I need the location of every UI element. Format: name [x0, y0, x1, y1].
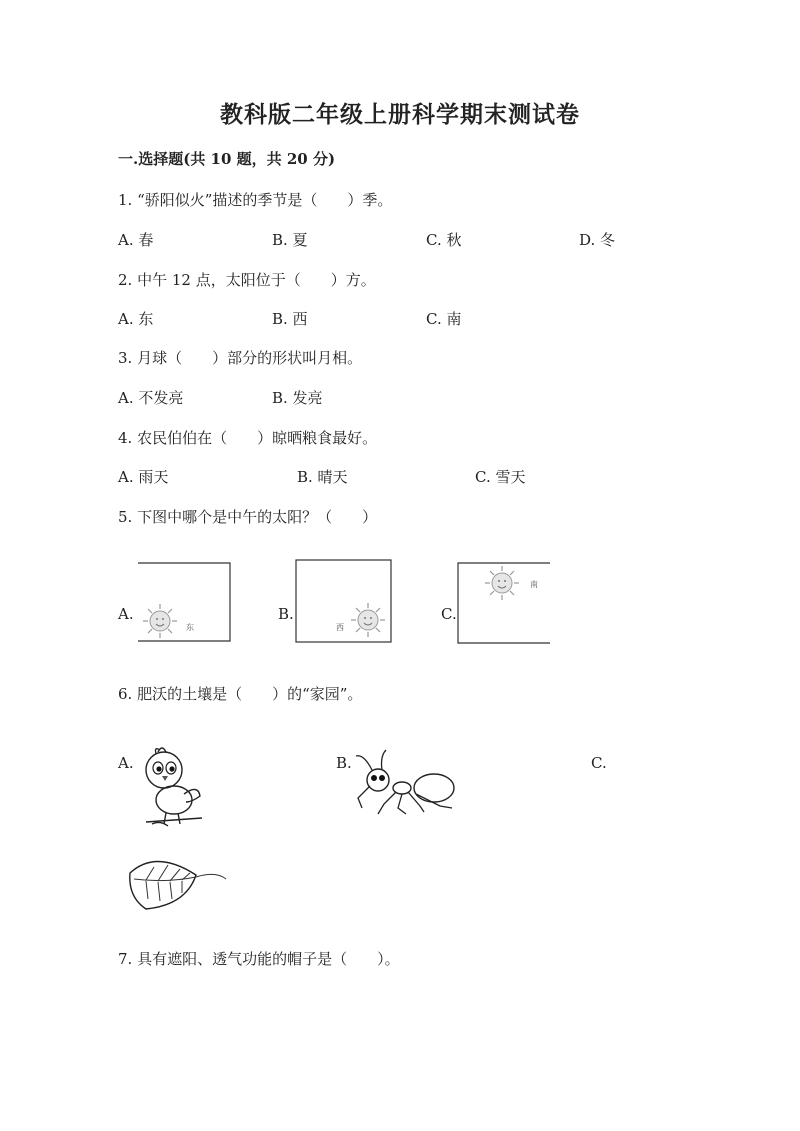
q5-picture-a — [136, 561, 232, 643]
q6-option-a[interactable]: A. — [118, 754, 134, 772]
q5-option-a[interactable]: A. — [118, 605, 134, 623]
question-3: 3. 月球（ ）部分的形状叫月相。 — [118, 349, 363, 367]
q3-option-b[interactable]: B. 发亮 — [272, 389, 323, 407]
q4-option-c[interactable]: C. 雪天 — [475, 468, 526, 486]
ant-icon — [354, 748, 460, 818]
question-1: 1. “骄阳似火”描述的季节是（ ）季。 — [118, 191, 393, 209]
east-label: 东 — [186, 623, 194, 632]
q1-option-c[interactable]: C. 秋 — [426, 231, 462, 249]
sun-icon — [485, 566, 519, 600]
q6-option-c[interactable]: C. — [591, 754, 607, 772]
q4-option-a[interactable]: A. 雨天 — [118, 468, 169, 486]
leaf-icon — [126, 853, 230, 913]
question-4: 4. 农民伯伯在（ ）晾晒粮食最好。 — [118, 429, 378, 447]
q5-picture-b — [294, 558, 394, 644]
chick-picture — [140, 740, 210, 835]
q1-option-b[interactable]: B. 夏 — [272, 231, 308, 249]
q1-option-a[interactable]: A. 春 — [118, 231, 154, 249]
q3-option-a[interactable]: A. 不发亮 — [118, 389, 184, 407]
page-title: 教科版二年级上册科学期末测试卷 — [220, 101, 580, 128]
sun-icon — [351, 603, 385, 637]
south-label: 南 — [530, 580, 538, 589]
q2-option-b[interactable]: B. 西 — [272, 310, 308, 328]
q5-option-c[interactable]: C. — [441, 605, 457, 623]
question-7: 7. 具有遮阳、透气功能的帽子是（ ）。 — [118, 950, 400, 968]
section-heading: 一.选择题(共 10 题，共 20 分) — [118, 150, 336, 168]
q5-picture-c — [456, 561, 552, 645]
west-label: 西 — [336, 623, 344, 632]
q1-option-d[interactable]: D. 冬 — [579, 231, 616, 249]
question-6: 6. 肥沃的土壤是（ ）的“家园”。 — [118, 685, 363, 703]
chick-icon — [140, 740, 210, 835]
q5-option-b[interactable]: B. — [278, 605, 294, 623]
ant-picture — [354, 748, 460, 818]
q2-option-a[interactable]: A. 东 — [118, 310, 154, 328]
q2-option-c[interactable]: C. 南 — [426, 310, 462, 328]
question-5: 5. 下图中哪个是中午的太阳？（ ） — [118, 508, 378, 526]
q4-option-b[interactable]: B. 晴天 — [297, 468, 348, 486]
question-2: 2. 中午 12 点，太阳位于（ ）方。 — [118, 271, 376, 289]
sun-icon — [143, 604, 177, 638]
leaf-picture — [126, 853, 230, 913]
q6-option-b[interactable]: B. — [336, 754, 352, 772]
